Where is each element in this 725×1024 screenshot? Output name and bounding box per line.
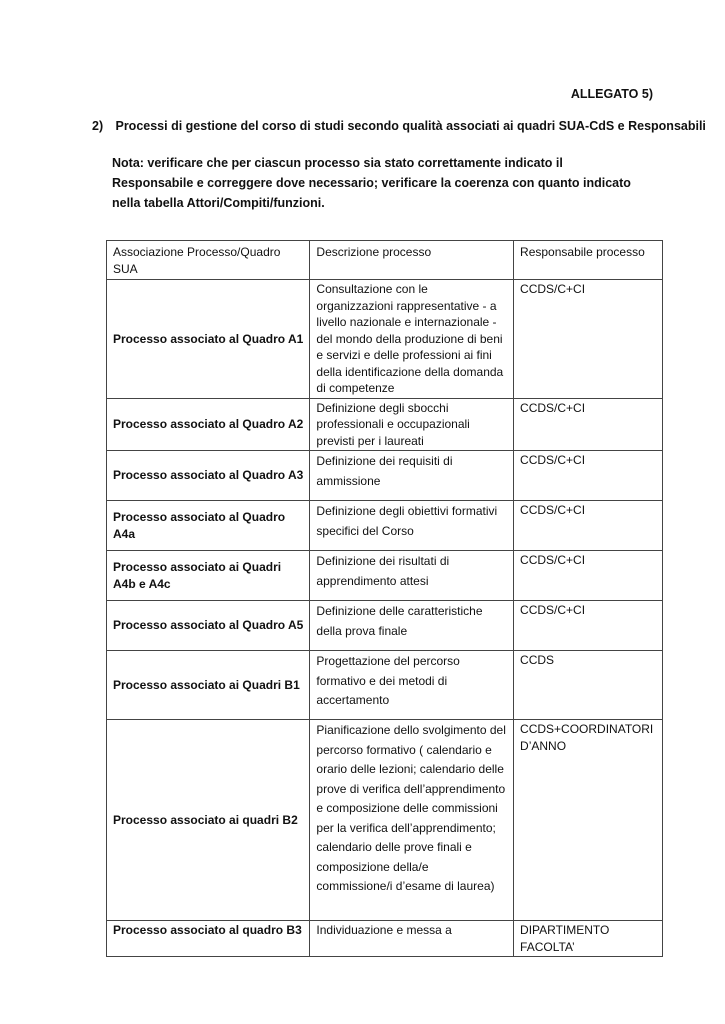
section-number: 2)	[92, 119, 104, 133]
process-cell: Processo associato al Quadro A2	[107, 398, 310, 451]
table-row	[107, 551, 663, 601]
process-cell: Processo associato al Quadro A4a	[107, 501, 310, 551]
process-cell: Processo associato ai quadri B2	[107, 720, 310, 921]
table-row	[107, 280, 663, 399]
table-row	[107, 921, 663, 957]
description-cell: Definizione dei risultati di apprendimento attesi	[310, 551, 514, 601]
header-description: Descrizione processo	[310, 241, 514, 280]
annex-label: ALLEGATO 5)	[570, 87, 653, 101]
responsible-cell: DIPARTIMENTO FACOLTA’	[514, 921, 663, 957]
responsible-cell: CCDS+COORDINATORI D’ANNO	[514, 720, 663, 921]
process-cell: Processo associato al quadro B3	[107, 921, 310, 957]
section-title: Processi di gestione del corso di studi secondo qualità associati ai quadri SUA-CdS e Responsabili	[115, 119, 706, 133]
table-row	[107, 651, 663, 720]
process-cell: Processo associato ai Quadri A4b e A4c	[107, 551, 310, 601]
description-cell: Progettazione del percorso formativo e dei metodi di accertamento	[310, 651, 514, 720]
header-responsible: Responsabile processo	[514, 241, 663, 280]
table-header-row	[107, 241, 663, 280]
description-cell: Definizione degli sbocchi professionali e occupazionali previsti per i laureati	[310, 398, 514, 451]
process-cell: Processo associato al Quadro A5	[107, 601, 310, 651]
responsible-cell: CCDS/C+CI	[514, 398, 663, 451]
header-association: Associazione Processo/Quadro SUA	[107, 241, 310, 280]
note-paragraph: Nota: verificare che per ciascun processo sia stato correttamente indicato il Responsabile e correggere dove necessario; verificare la coerenza con quanto indicato nella tabella Attori/Compiti/funzioni.	[112, 156, 631, 210]
description-cell: Consultazione con le organizzazioni rappresentative - a livello nazionale e internazionale - del mondo della produzione di beni e servizi e delle professioni ai fini della identificazione della domanda di competenze	[310, 280, 514, 399]
responsible-cell: CCDS/C+CI	[514, 451, 663, 501]
responsible-cell: CCDS	[514, 651, 663, 720]
section-heading	[92, 119, 706, 133]
description-cell: Definizione dei requisiti di ammissione	[310, 451, 514, 501]
responsible-cell: CCDS/C+CI	[514, 551, 663, 601]
process-cell: Processo associato al Quadro A3	[107, 451, 310, 501]
description-cell: Definizione degli obiettivi formativi specifici del Corso	[310, 501, 514, 551]
table-row	[107, 601, 663, 651]
process-cell: Processo associato al Quadro A1	[107, 280, 310, 399]
description-cell: Definizione delle caratteristiche della prova finale	[310, 601, 514, 651]
description-cell: Individuazione e messa a	[310, 921, 514, 957]
table-row	[107, 451, 663, 501]
responsible-cell: CCDS/C+CI	[514, 501, 663, 551]
process-cell: Processo associato ai Quadri B1	[107, 651, 310, 720]
table-row	[107, 720, 663, 921]
table-row	[107, 501, 663, 551]
responsible-cell: CCDS/C+CI	[514, 280, 663, 399]
table-row	[107, 398, 663, 451]
process-table	[106, 240, 663, 957]
responsible-cell: CCDS/C+CI	[514, 601, 663, 651]
description-cell: Pianificazione dello svolgimento del percorso formativo ( calendario e orario delle lezioni; calendario delle prove di verifica dell’apprendimento e composizione delle commissioni per la verifica dell’apprendimento; calendario delle prove finali e composizione della/e commissione/i d’esame di laurea)	[310, 720, 514, 921]
